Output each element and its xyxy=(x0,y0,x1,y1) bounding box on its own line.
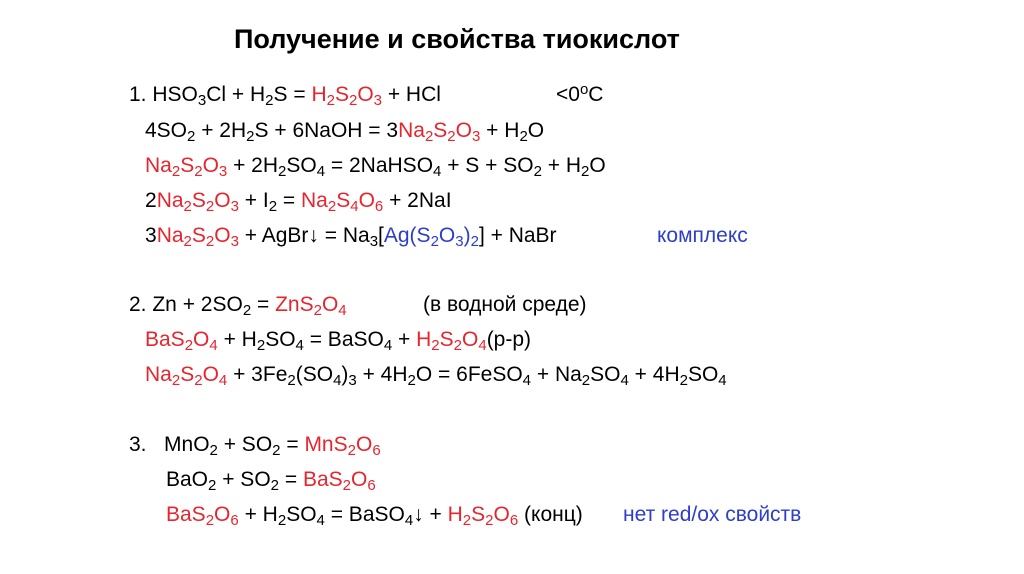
equation-segment: 4 xyxy=(295,337,304,354)
equation-segment: 6 xyxy=(374,198,384,215)
equation-segment: O xyxy=(493,503,510,526)
equation-segment: O xyxy=(214,224,231,247)
equation-segment: 2 xyxy=(519,128,528,145)
equation-segment: 4 xyxy=(620,372,629,389)
equation-segment: 2 xyxy=(348,92,358,109)
equation-segment: BaS xyxy=(302,468,343,491)
equation-segment: 4 xyxy=(433,163,442,180)
equation-segment: 2 xyxy=(205,233,215,250)
equation-segment: = 2NaHSO xyxy=(325,154,434,177)
equation-segment: S xyxy=(334,83,349,106)
equation-segment: C xyxy=(588,83,604,106)
equation-segment: 2 xyxy=(145,189,157,212)
equation-segment: 6 xyxy=(367,477,376,494)
equation-segment: O xyxy=(202,363,219,386)
equation-segment: (р-р) xyxy=(486,328,532,351)
equation-segment: o xyxy=(579,81,589,98)
equation-segment: (SO xyxy=(295,363,334,386)
equation-note xyxy=(623,504,801,525)
equation-segment: + HCl xyxy=(382,83,441,106)
equation-segment: Ag(S xyxy=(383,224,431,247)
equation-segment: O xyxy=(193,328,210,351)
equation-segment: H xyxy=(311,83,327,106)
equation-line xyxy=(129,293,347,319)
equation-segment: S + 6NaOH = 3 xyxy=(254,119,399,142)
equation-segment: S = xyxy=(273,83,312,106)
equation-line xyxy=(166,468,376,494)
equation-segment: 4SO xyxy=(145,119,188,142)
equation-segment: = xyxy=(251,293,276,316)
equation-segment: S xyxy=(180,154,195,177)
equation-segment: 2 xyxy=(183,198,192,215)
equation-segment: + H xyxy=(217,328,257,351)
equation-segment: = xyxy=(280,433,305,456)
equation-note xyxy=(556,81,604,106)
equation-segment: 3 xyxy=(471,128,481,145)
equation-segment: SO xyxy=(590,363,621,386)
equation-segment: + SO xyxy=(216,468,271,491)
equation-segment: 3 xyxy=(145,224,157,247)
equation-line xyxy=(129,83,441,109)
equation-segment: O xyxy=(589,154,606,177)
equation-segment: <0 xyxy=(556,83,580,106)
equation-segment: = BaSO xyxy=(303,328,384,351)
equation-segment: + 2H xyxy=(227,154,279,177)
equation-segment: MnS xyxy=(304,433,348,456)
equation-segment: ) xyxy=(341,363,349,386)
equation-segment: H xyxy=(416,328,432,351)
equation-segment: BaS xyxy=(145,328,185,351)
equation-segment: 4 xyxy=(218,372,228,389)
equation-segment: + 2H xyxy=(195,119,247,142)
equation-segment: + 4H xyxy=(356,363,408,386)
equation-segment: 3 xyxy=(230,198,239,215)
equation-segment: 2 xyxy=(265,92,274,109)
equation-segment: 2 xyxy=(171,163,181,180)
equation-segment: O = 6FeSO xyxy=(415,363,523,386)
equation-segment: 6 xyxy=(372,442,381,459)
equation-line xyxy=(145,154,606,180)
equation-segment: 2 xyxy=(533,163,542,180)
equation-segment: O xyxy=(321,293,339,316)
equation-segment: 2 xyxy=(208,477,217,494)
equation-segment: 2 xyxy=(256,337,266,354)
equation-segment: 2 xyxy=(209,442,218,459)
equation-segment: SO xyxy=(687,363,719,386)
equation-segment: BaO xyxy=(166,468,209,491)
equation-segment: 6 xyxy=(509,512,519,529)
equation-segment: Na xyxy=(156,224,184,247)
equation-segment: + 2NaI xyxy=(383,189,452,212)
equation-segment: O xyxy=(355,433,373,456)
equation-segment: O xyxy=(214,189,231,212)
equation-segment: 4 xyxy=(209,337,218,354)
equation-segment: SO xyxy=(286,503,317,526)
equation-note xyxy=(657,225,748,246)
equation-segment: Na xyxy=(398,119,425,142)
equation-segment: 3 xyxy=(348,372,357,389)
equation-segment: 2 xyxy=(581,372,591,389)
equation-segment: 2 xyxy=(313,302,322,319)
equation-segment: (в водной среде) xyxy=(423,293,587,316)
equation-segment: Na xyxy=(301,189,328,212)
equation-segment: 2 xyxy=(205,512,215,529)
equation-segment: 3 xyxy=(373,92,382,109)
equation-segment: + 3Fe xyxy=(227,363,288,386)
equation-segment: S xyxy=(439,328,454,351)
equation-segment: 2 xyxy=(679,372,688,389)
equation-segment: ) xyxy=(463,224,471,247)
equation-segment: ] + NaBr xyxy=(478,224,557,247)
equation-segment: 2 xyxy=(347,442,356,459)
equation-segment: 2 xyxy=(447,128,456,145)
equation-segment: 2 xyxy=(246,128,255,145)
equation-segment: ZnS xyxy=(275,293,314,316)
equation-segment: 2 xyxy=(287,372,296,389)
equation-segment: 3 xyxy=(218,163,228,180)
equation-segment: 2 xyxy=(407,372,416,389)
equation-segment: [ xyxy=(378,224,384,247)
equation-segment: 2 xyxy=(581,163,590,180)
equation-segment: 4 xyxy=(404,512,414,529)
equation-segment: 2 xyxy=(424,128,434,145)
equation-segment: 2 xyxy=(184,337,194,354)
equation-segment: ↓ + xyxy=(413,503,448,526)
equation-segment: H xyxy=(447,503,463,526)
equation-segment: = xyxy=(277,189,301,212)
equation-segment: 2 xyxy=(268,198,278,215)
equation-segment: (конц) xyxy=(518,503,583,526)
equation-segment: 2 xyxy=(183,233,192,250)
equation-segment: O xyxy=(527,119,545,142)
equation-segment: + S + SO xyxy=(441,154,534,177)
equation-segment: 2 xyxy=(430,233,439,250)
equation-segment: 2 xyxy=(194,372,203,389)
equation-segment: + H xyxy=(238,503,278,526)
equation-segment: 4 xyxy=(522,372,532,389)
equation-segment: BaS xyxy=(166,503,206,526)
equation-segment: 4 xyxy=(383,337,393,354)
equation-segment: 2 xyxy=(431,337,440,354)
equation-segment: 2 xyxy=(485,512,494,529)
equation-segment: 2 xyxy=(187,128,196,145)
equation-segment: S xyxy=(180,363,195,386)
equation-line xyxy=(145,224,557,250)
equation-segment: 4 xyxy=(316,163,326,180)
equation-segment: O xyxy=(462,328,479,351)
equation-segment: 2 xyxy=(342,477,351,494)
equation-segment: + Na xyxy=(531,363,582,386)
equation-segment: 3 xyxy=(197,92,207,109)
equation-segment: комплекс xyxy=(657,224,748,247)
equation-segment: 2 xyxy=(326,92,335,109)
equation-segment: нет red/ox свойств xyxy=(623,503,802,526)
equation-segment: + SO xyxy=(217,433,273,456)
equation-segment: 3 xyxy=(369,233,379,250)
equation-segment: 4 xyxy=(333,372,342,389)
equation-segment: 3 xyxy=(230,233,239,250)
equation-segment: 2 xyxy=(242,302,252,319)
equation-segment: 2 xyxy=(270,477,279,494)
equation-segment: O xyxy=(358,189,375,212)
equation-segment: 2 xyxy=(205,198,215,215)
equation-segment: + AgBr↓ = Na xyxy=(238,224,370,247)
equation-segment: S xyxy=(191,224,206,247)
equation-segment: 2 xyxy=(462,512,472,529)
equation-segment: 4 xyxy=(718,372,727,389)
slide-title: Получение и свойства тиокислот xyxy=(234,24,680,54)
equation-segment: 2. Zn + 2SO xyxy=(129,293,243,316)
equation-segment: Na xyxy=(156,189,184,212)
equation-segment: + 4H xyxy=(628,363,680,386)
equation-line xyxy=(145,189,452,215)
equation-line xyxy=(145,328,532,354)
equation-segment: S xyxy=(336,189,351,212)
equation-segment: 2 xyxy=(278,163,287,180)
equation-segment: O xyxy=(438,224,456,247)
equation-segment: O xyxy=(455,119,472,142)
equation-segment: Na xyxy=(145,154,172,177)
equation-note xyxy=(423,294,587,315)
equation-segment: SO xyxy=(286,154,317,177)
equation-segment: 6 xyxy=(230,512,239,529)
equation-segment: = BaSO xyxy=(324,503,405,526)
equation-segment: + H xyxy=(541,154,582,177)
equation-segment: 2 xyxy=(277,512,287,529)
equation-segment: O xyxy=(202,154,219,177)
equation-segment: + H xyxy=(480,119,520,142)
equation-segment: 4 xyxy=(338,302,347,319)
equation-segment: 3. MnO xyxy=(129,433,210,456)
equation-segment: 2 xyxy=(272,442,281,459)
equation-line xyxy=(145,363,727,389)
equation-segment: S xyxy=(191,189,206,212)
equation-segment: S xyxy=(471,503,486,526)
equation-segment: + xyxy=(392,328,417,351)
equation-segment: O xyxy=(350,468,368,491)
equation-line xyxy=(129,433,381,459)
equation-segment: 2 xyxy=(327,198,337,215)
equation-segment: S xyxy=(433,119,448,142)
equation-segment: 1. HSO xyxy=(129,83,198,106)
equation-line xyxy=(145,119,545,145)
equation-segment: Na xyxy=(145,363,172,386)
equation-segment: 2 xyxy=(453,337,462,354)
equation-segment: O xyxy=(214,503,231,526)
equation-segment: 2 xyxy=(171,372,181,389)
equation-segment: 4 xyxy=(478,337,487,354)
equation-segment: 2 xyxy=(470,233,479,250)
equation-line xyxy=(166,503,583,529)
equation-segment: + I xyxy=(238,189,269,212)
equation-segment: O xyxy=(357,83,374,106)
equation-segment: = xyxy=(279,468,303,491)
equation-segment: SO xyxy=(265,328,296,351)
equation-segment: 4 xyxy=(316,512,325,529)
equation-segment: 2 xyxy=(194,163,203,180)
equation-segment: 4 xyxy=(350,198,359,215)
equation-segment: 3 xyxy=(455,233,464,250)
equation-segment: Cl + H xyxy=(206,83,266,106)
